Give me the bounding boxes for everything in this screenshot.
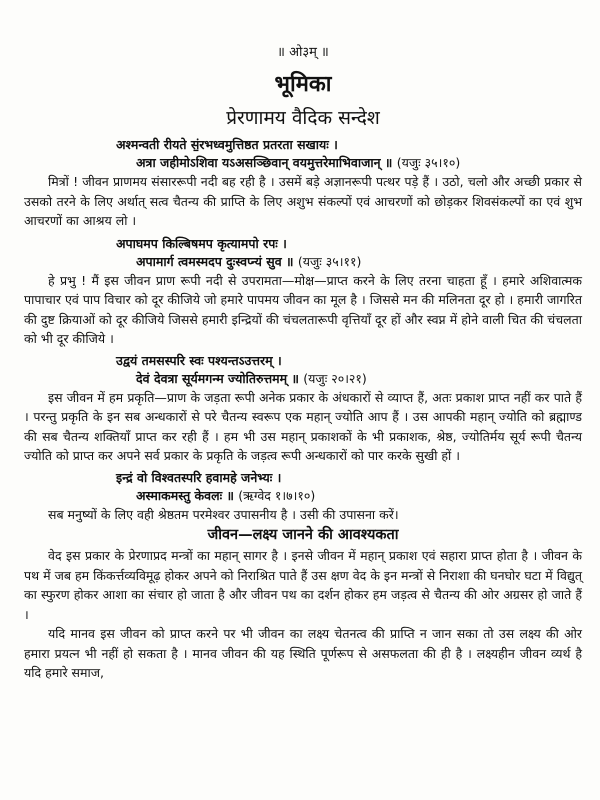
section-heading: जीवन—लक्ष्य जानने की आवश्यकता: [207, 527, 399, 543]
mantra-3-reference: (यजुः २०।२१): [303, 370, 367, 386]
page-subtitle: प्रेरणामय वैदिक सन्देश: [226, 107, 380, 129]
om-invocation: ॥ ओ३म् ॥: [277, 45, 329, 60]
paragraph-4: सब मनुष्यों के लिए वही श्रेष्ठतम परमेश्वर उपासनीय है । उसी की उपासना करें।: [48, 506, 399, 522]
mantra-1-reference: (यजुः ३५।१०): [396, 155, 461, 170]
mantra-1-line-1: अश्मन्वती रीयते सं॒रभध्वमुत्तिष्ठत प्रतरता सखायः ।: [116, 137, 338, 152]
mantra-1-line-2: [24, 154, 582, 172]
mantra-3-line-2: [24, 370, 582, 388]
mantra-3-text: देवं देवत्रा सूर्यमगन्म ज्योतिरुत्तमम् ॥: [136, 370, 299, 386]
mantra-2-line-1: अपाघमप किल्बिषमप कृत्यामपो रपः ।: [116, 235, 287, 251]
mantra-2-line-2: [24, 253, 582, 271]
paragraph-2: हे प्रभु ! मैं इस जीवन प्राण रूपी नदी से उपरामता—मोक्ष—प्राप्त करने के लिए तरना चाहता हूँ । हमारे अशिवात्मक पापाचार एवं पाप विचार को दूर कीजिये जो हमारे पापमय जीवन का मूल है । जिससे मन की मलिनता दूर हो । हमारी जागरित की दुष्ट क्रियाओं को दूर कीजिये जिससे हमारी इन्द्रियों की चंचलतारूपी वृत्तियाँ दूर हों और स्वप्न में होने वाली चित की चंचलता को भी दूर कीजिये ।: [24, 272, 582, 346]
mantra-3-line-1: उद्वयं तमसस्परि स्वः पश्यन्तऽउत्तरम् ।: [116, 352, 282, 368]
mantra-2-reference: (यजुः ३५।११): [297, 253, 362, 269]
page-title: भूमिका: [274, 72, 332, 97]
mantra-4-line-2: [24, 487, 582, 505]
mantra-4-line-1: इन्द्रं वो विश्वतस्परि हवामहे जनेभ्यः ।: [116, 469, 282, 485]
paragraph-1: मित्रों ! जीवन प्राणमय संसाररूपी नदी बह रही है । उसमें बड़े अज्ञानरूपी पत्थर पड़े हैं । उठो, चलो और अच्छी प्रकार से उसको तरने के लिए अर्थात् सत्व चैतन्य की प्राप्ति के लिए अशुभ संकल्पों एवं आचरणों को छोड़कर शिवसंकल्पों का एवं शुभ आचरणों का आश्रय लो ।: [24, 174, 582, 228]
paragraph-5: वेद इस प्रकार के प्रेरणाप्रद मन्त्रों का महान् सागर है । इनसे जीवन में महान् प्रकाश एवं सहारा प्राप्त होता है । जीवन के पथ में जब हम किंकर्त्तव्यविमूढ़ होकर अपने को निराश्रित पाते हैं उस क्षण वेद के इन मन्त्रों से निराशा की घनघोर घटा में विद्युत् का स्फुरण होकर आशा का संचार हो जाता है और जीवन पथ का दर्शन होकर हम जड़त्व से चैतन्य की ओर अग्रसर हो जाते हैं ।: [24, 548, 582, 622]
paragraph-3: इस जीवन में हम प्रकृति—प्राण के जड़ता रूपी अनेक प्रकार के अंधकारों से व्याप्त हैं, अतः प्रकाश प्राप्त नहीं कर पाते हैं । परन्तु प्रकृति के इन सब अन्धकारों से परे चैतन्य स्वरूप एक महान् ज्योति आप हैं । उस आपकी महान् ज्योति को ब्रह्माण्ड की सब चैतन्य शक्तियाँ प्राप्त कर रही हैं । हम भी उस महान् प्रकाशकों के भी प्रकाशक, श्रेष्ठ, ज्योतिर्मय सूर्य रूपी चैतन्य ज्योति को प्राप्त कर अपने सर्व प्रकार के प्रकृति के जड़त्व रूपी अन्धकारों को पार करके सुखी हों ।: [24, 389, 582, 463]
mantra-4-text: अस्माकमस्तु केवलः ॥: [136, 487, 234, 503]
mantra-4-reference: (ऋग्वेद १।७।१०): [238, 487, 316, 503]
paragraph-6: यदि मानव इस जीवन को प्राप्त करने पर भी जीवन का लक्ष्य चेतनत्व की प्राप्ति न जान सका तो उस लक्ष्य की ओर हमारा प्रयत्न भी नहीं हो सकता है । मानव जीवन की यह स्थिति पूर्णरूप से असफलता की ही है । लक्ष्यहीन जीवन व्यर्थ है यदि हमारे समाज,: [24, 626, 582, 680]
mantra-2-text: अपामार्ग त्वमस्मदप दुःस्वप्न्यं सुव ॥: [136, 253, 294, 269]
mantra-1-text: अत्रा जहीमोऽशिवा यऽअसञ्छिवान् वयमुत्तरेमाभिवाजान् ॥: [136, 155, 393, 170]
